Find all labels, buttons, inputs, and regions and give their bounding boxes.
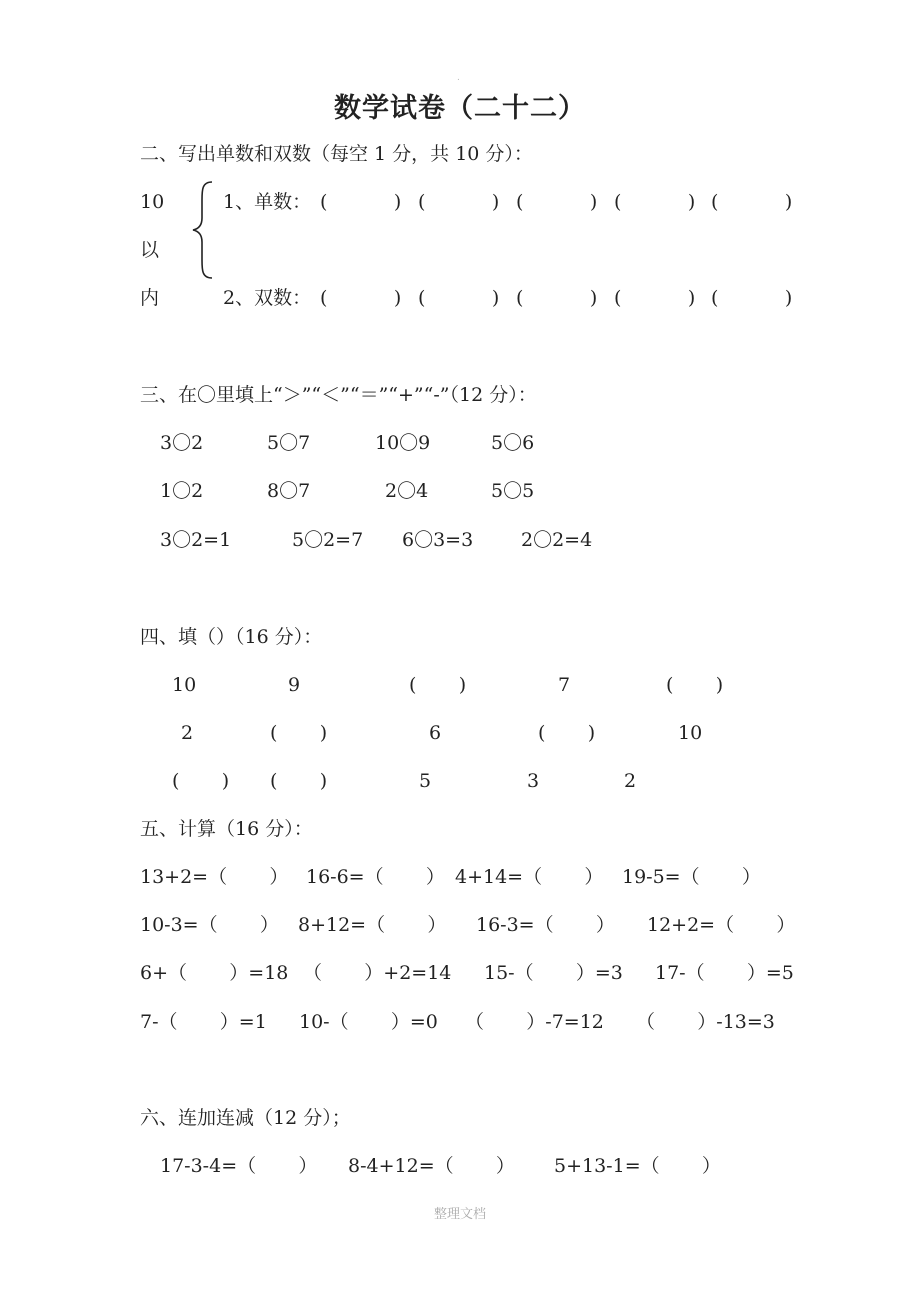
sequence-blank[interactable]: ( ): [270, 770, 328, 792]
chain-calc-item[interactable]: 17-3-4=（ ）: [160, 1155, 318, 1177]
sequence-blank[interactable]: ( ): [172, 770, 230, 792]
section-4-heading: 四、填（）（16 分）：: [140, 626, 323, 648]
compare-item[interactable]: 2〇4: [385, 480, 429, 502]
calc-item[interactable]: 6+（ ）=18: [140, 962, 289, 984]
calc-item[interactable]: 13+2=（ ）: [140, 866, 289, 888]
compare-item[interactable]: 8〇7: [267, 480, 311, 502]
even-blank-5[interactable]: ( ): [711, 287, 793, 309]
calc-item[interactable]: 16-6=（ ）: [306, 866, 445, 888]
sequence-cell: 5: [419, 770, 432, 792]
page-title: 数学试卷（二十二）: [334, 93, 586, 124]
calc-item[interactable]: 16-3=（ ）: [476, 914, 615, 936]
calc-item[interactable]: 15-（ ）=3: [484, 962, 623, 984]
sequence-cell: 3: [527, 770, 540, 792]
odd-blank-3[interactable]: ( ): [516, 191, 598, 213]
sequence-cell: 10: [678, 722, 703, 744]
calc-item[interactable]: 4+14=（ ）: [455, 866, 604, 888]
curly-brace-icon: [190, 180, 216, 280]
compare-item[interactable]: 5〇5: [491, 480, 535, 502]
odd-blank-1[interactable]: ( ): [320, 191, 402, 213]
calc-item[interactable]: 17-（ ）=5: [655, 962, 794, 984]
calc-item[interactable]: 19-5=（ ）: [622, 866, 761, 888]
section-5-heading: 五、计算（16 分）：: [140, 818, 313, 840]
compare-item[interactable]: 5〇2=7: [292, 529, 364, 551]
even-blank-2[interactable]: ( ): [418, 287, 500, 309]
compare-item[interactable]: 3〇2: [160, 432, 204, 454]
even-blank-4[interactable]: ( ): [614, 287, 696, 309]
side-char-3: 内: [140, 287, 160, 309]
odd-label: 1、单数：: [223, 191, 312, 213]
sequence-blank[interactable]: ( ): [270, 722, 328, 744]
sequence-blank[interactable]: ( ): [409, 674, 467, 696]
compare-item[interactable]: 5〇7: [267, 432, 311, 454]
sequence-blank[interactable]: ( ): [538, 722, 596, 744]
calc-item[interactable]: （ ）-7=12: [465, 1011, 604, 1033]
sequence-cell: 2: [624, 770, 637, 792]
sequence-cell: 2: [181, 722, 194, 744]
even-blank-3[interactable]: ( ): [516, 287, 598, 309]
compare-item[interactable]: 5〇6: [491, 432, 535, 454]
odd-blank-5[interactable]: ( ): [711, 191, 793, 213]
calc-item[interactable]: 10-（ ）=0: [299, 1011, 438, 1033]
even-blank-1[interactable]: ( ): [320, 287, 402, 309]
sequence-cell: 10: [172, 674, 197, 696]
section-3-heading: 三、在〇里填上“＞”“＜”“＝”“+”“-”（12 分）：: [140, 384, 537, 406]
calc-item[interactable]: （ ）-13=3: [636, 1011, 775, 1033]
compare-item[interactable]: 2〇2=4: [521, 529, 593, 551]
chain-calc-item[interactable]: 5+13-1=（ ）: [554, 1155, 721, 1177]
calc-item[interactable]: 7-（ ）=1: [140, 1011, 267, 1033]
top-mark: .: [457, 73, 460, 83]
side-char-1: 10: [140, 191, 165, 213]
section-6-heading: 六、连加连减（12 分）；: [140, 1107, 351, 1129]
section-2-heading: 二、写出单数和双数（每空 1 分，共 10 分）：: [140, 143, 533, 165]
calc-item[interactable]: 10-3=（ ）: [140, 914, 279, 936]
side-char-2: 以: [140, 239, 160, 261]
footer-watermark: 整理文档: [433, 1207, 486, 1222]
calc-item[interactable]: 12+2=（ ）: [647, 914, 796, 936]
compare-item[interactable]: 10〇9: [375, 432, 431, 454]
sequence-cell: 7: [558, 674, 571, 696]
sequence-cell: 9: [288, 674, 301, 696]
compare-item[interactable]: 1〇2: [160, 480, 204, 502]
chain-calc-item[interactable]: 8-4+12=（ ）: [348, 1155, 515, 1177]
calc-item[interactable]: 8+12=（ ）: [298, 914, 447, 936]
odd-blank-2[interactable]: ( ): [418, 191, 500, 213]
sequence-cell: 6: [429, 722, 442, 744]
odd-blank-4[interactable]: ( ): [614, 191, 696, 213]
sequence-blank[interactable]: ( ): [666, 674, 724, 696]
compare-item[interactable]: 3〇2=1: [160, 529, 232, 551]
calc-item[interactable]: （ ）+2=14: [303, 962, 452, 984]
compare-item[interactable]: 6〇3=3: [402, 529, 474, 551]
even-label: 2、双数：: [223, 287, 312, 309]
